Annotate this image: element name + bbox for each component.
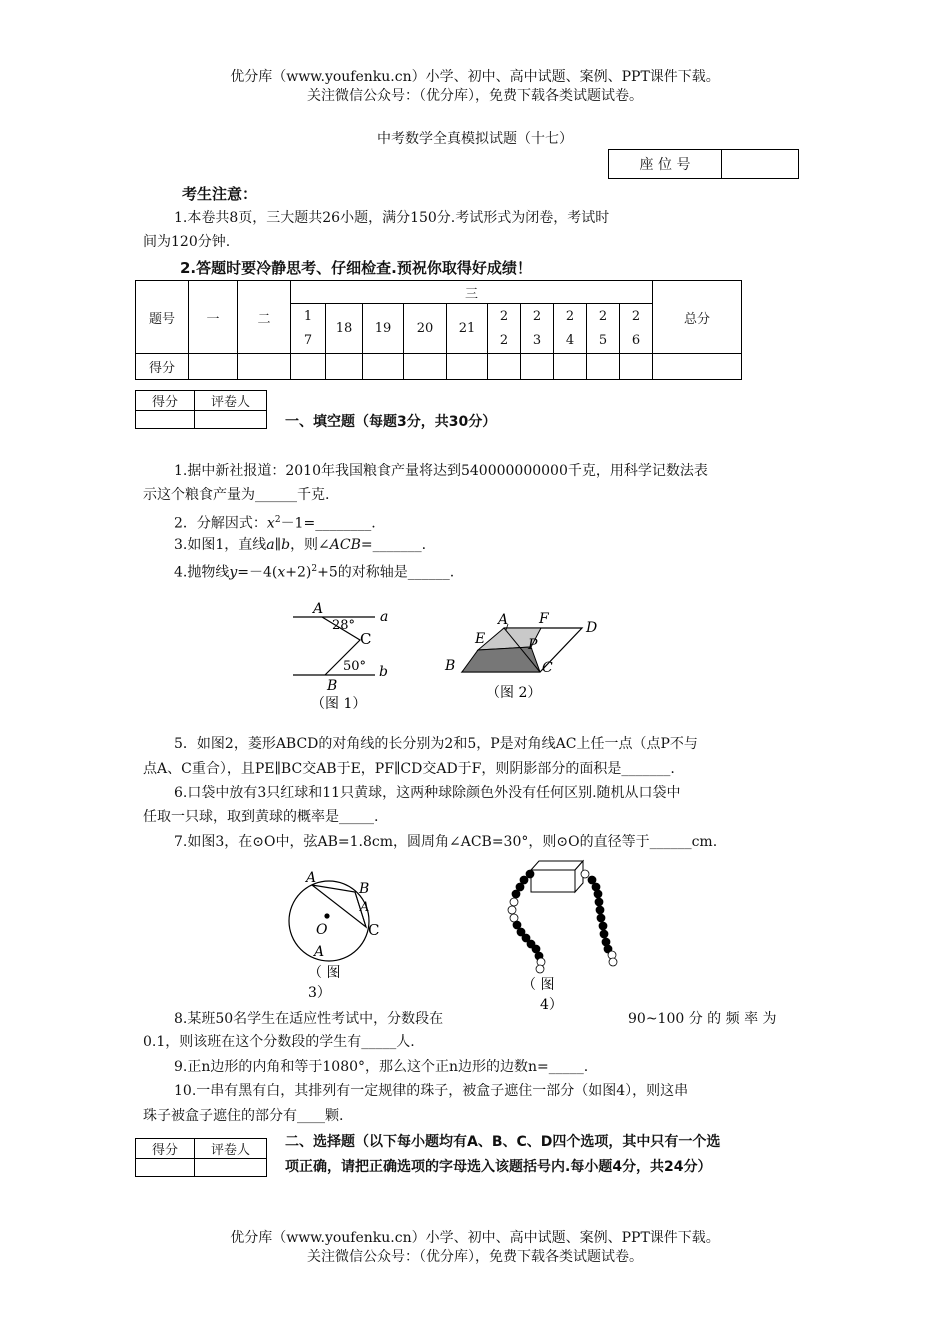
score-table-q23: 2 3 bbox=[521, 304, 554, 354]
score-table-q25: 2 5 bbox=[587, 304, 620, 354]
q4: 4.抛物线$y=-4(x+2)^2+5$的对称轴是______. bbox=[174, 564, 455, 581]
score-table-q20: 20 bbox=[404, 304, 447, 354]
box bbox=[531, 861, 583, 892]
label-A-3: A bbox=[314, 944, 325, 960]
black-bead bbox=[595, 898, 603, 906]
score-cell[interactable] bbox=[620, 354, 653, 380]
white-bead bbox=[609, 958, 617, 966]
figure-1-caption: （图 1） bbox=[311, 696, 367, 712]
label-A: A bbox=[306, 870, 317, 886]
seat-label: 座 位 号 bbox=[609, 150, 722, 179]
score-table-q17: 1 7 bbox=[291, 304, 326, 354]
figure-4-caption-2: 4） bbox=[540, 997, 563, 1013]
grader-name-cell[interactable] bbox=[195, 411, 267, 429]
q5-line-b: 点A、C重合），且PE∥BC交AB于E，PF∥CD交AD于F，则阴影部分的面积是_______. bbox=[143, 761, 675, 777]
grader-score-label: 得分 bbox=[136, 1139, 195, 1159]
score-table-q18: 18 bbox=[326, 304, 363, 354]
label-A-2: A bbox=[360, 900, 370, 915]
seat-number-box bbox=[608, 149, 799, 179]
label-B: B bbox=[327, 678, 338, 694]
score-cell[interactable] bbox=[653, 354, 742, 380]
black-bead bbox=[597, 914, 605, 922]
q10-line-a: 10.一串有黑有白，其排列有一定规律的珠子，被盒子遮住一部分（如图4），则这串 bbox=[174, 1083, 689, 1099]
score-table-q24: 2 4 bbox=[554, 304, 587, 354]
score-cell[interactable] bbox=[488, 354, 521, 380]
figure-1 bbox=[285, 598, 400, 713]
score-table-col-3: 三 bbox=[291, 281, 653, 304]
q9: 9.正n边形的内角和等于1080°，那么这个正n边形的边数n=_____. bbox=[174, 1059, 589, 1075]
grader-label: 评卷人 bbox=[195, 1139, 267, 1159]
grader-name-cell[interactable] bbox=[195, 1159, 267, 1177]
score-table-q19: 19 bbox=[363, 304, 404, 354]
score-table-q21: 21 bbox=[447, 304, 488, 354]
label-A: A bbox=[498, 612, 509, 628]
score-table-q26: 2 6 bbox=[620, 304, 653, 354]
notice-item-1a: 1.本卷共8页，三大题共26小题，满分150分.考试形式为闭卷，考试时 bbox=[174, 210, 610, 226]
q1-line-a: 1.据中新社报道：2010年我国粮食产量将达到540000000000千克，用科学记数法表 bbox=[174, 463, 708, 479]
grader-label: 评卷人 bbox=[195, 391, 267, 411]
black-bead bbox=[594, 890, 602, 898]
score-cell[interactable] bbox=[447, 354, 488, 380]
header-line-2: 关注微信公众号：（优分库），免费下载各类试题试卷。 bbox=[307, 88, 643, 104]
label-F: F bbox=[539, 611, 549, 627]
label-P: P bbox=[528, 637, 538, 653]
q1-line-b: 示这个粮食产量为______千克. bbox=[143, 487, 330, 503]
label-C: C bbox=[542, 660, 553, 676]
label-O: O bbox=[316, 922, 328, 938]
white-bead bbox=[510, 898, 518, 906]
circle-O bbox=[289, 881, 369, 961]
white-bead bbox=[581, 870, 589, 878]
score-cell[interactable] bbox=[404, 354, 447, 380]
label-b: b bbox=[379, 664, 388, 680]
page-title: 中考数学全真模拟试题（十七） bbox=[377, 131, 573, 147]
label-a: a bbox=[380, 609, 389, 625]
figure-4 bbox=[500, 852, 630, 1013]
grader-score-cell[interactable] bbox=[136, 1159, 195, 1177]
figure-3-caption-2: 3） bbox=[308, 985, 331, 1001]
q7: 7.如图3，在⊙O中，弦AB=1.8cm，圆周角∠ACB=30°，则⊙O的直径等于______cm. bbox=[174, 834, 718, 850]
notice-heading: 考生注意： bbox=[182, 185, 258, 203]
grader-box-2 bbox=[135, 1138, 267, 1177]
label-B: B bbox=[359, 881, 370, 897]
grader-box-1 bbox=[135, 390, 267, 429]
section-2-title-line-1: 二、选择题（以下每小题均有A、B、C、D四个选项，其中只有一个选 bbox=[285, 1134, 721, 1150]
grader-score-label: 得分 bbox=[136, 391, 195, 411]
q6-line-a: 6.口袋中放有3只红球和11只黄球，这两种球除颜色外没有任何区别.随机从口袋中 bbox=[174, 785, 681, 801]
score-table-col-1: 一 bbox=[189, 281, 238, 354]
label-C: C bbox=[360, 630, 372, 648]
black-bead bbox=[526, 870, 534, 878]
footer-line-1: 优分库（www.youfenku.cn）小学、初中、高中试题、案例、PPT课件下载。 bbox=[230, 1230, 720, 1246]
black-bead bbox=[600, 930, 608, 938]
section-2-title-line-2: 项正确，请把正确选项的字母选入该题括号内.每小题4分，共24分） bbox=[285, 1159, 712, 1175]
grader-score-cell[interactable] bbox=[136, 411, 195, 429]
section-1-title: 一、填空题（每题3分，共30分） bbox=[285, 414, 497, 430]
score-cell[interactable] bbox=[521, 354, 554, 380]
q6-line-b: 任取一只球，取到黄球的概率是_____. bbox=[143, 809, 379, 825]
score-table bbox=[135, 280, 742, 380]
figure-3-caption-1: （ 图 bbox=[308, 965, 341, 981]
triangle-ABC bbox=[312, 885, 366, 927]
q3: 3.如图1，直线a∥b，则∠ACB=_______. bbox=[174, 537, 427, 553]
q8-line-a-right: 90~100 分 的 频 率 为 bbox=[628, 1011, 777, 1027]
label-A: A bbox=[313, 601, 324, 617]
figure-2-caption: （图 2） bbox=[486, 685, 542, 701]
score-cell[interactable] bbox=[238, 354, 291, 380]
score-cell[interactable] bbox=[189, 354, 238, 380]
q8-line-a-left: 8.某班50名学生在适应性考试中，分数段在 bbox=[174, 1011, 444, 1027]
white-bead bbox=[536, 965, 544, 973]
score-table-total: 总分 bbox=[653, 281, 742, 354]
label-E: E bbox=[475, 631, 486, 647]
notice-item-1b: 间为120分钟. bbox=[143, 234, 231, 250]
score-cell[interactable] bbox=[326, 354, 363, 380]
figure-2 bbox=[442, 606, 602, 706]
beads-right bbox=[581, 870, 617, 966]
score-table-defen: 得分 bbox=[136, 354, 189, 380]
q10-line-b: 珠子被盒子遮住的部分有____颗. bbox=[143, 1108, 344, 1124]
notice-item-2: 2.答题时要冷静思考、仔细检查.预祝你取得好成绩！ bbox=[180, 259, 532, 277]
seat-value[interactable] bbox=[722, 150, 799, 179]
score-table-col-2: 二 bbox=[238, 281, 291, 354]
black-bead bbox=[596, 906, 604, 914]
label-B: B bbox=[445, 658, 456, 674]
score-cell[interactable] bbox=[363, 354, 404, 380]
center-point bbox=[324, 913, 329, 918]
q2: 2．分解因式：$x^2-1=\_\_\_\_\_\_\_\_$. bbox=[174, 515, 376, 532]
black-bead bbox=[512, 890, 520, 898]
black-bead bbox=[599, 922, 607, 930]
label-C: C bbox=[368, 921, 380, 939]
score-cell[interactable] bbox=[291, 354, 326, 380]
score-table-tihao: 题号 bbox=[136, 281, 189, 354]
figure-4-caption-1: （ 图 bbox=[522, 977, 555, 993]
header-line-1: 优分库（www.youfenku.cn）小学、初中、高中试题、案例、PPT课件下载。 bbox=[230, 69, 720, 85]
white-bead bbox=[508, 906, 516, 914]
q5-line-a: 5．如图2，菱形ABCD的对角线的长分别为2和5，P是对角线AC上任一点（点P不与 bbox=[174, 736, 698, 752]
label-D: D bbox=[586, 620, 598, 636]
footer-line-2: 关注微信公众号：（优分库），免费下载各类试题试卷。 bbox=[307, 1249, 643, 1265]
score-cell[interactable] bbox=[587, 354, 620, 380]
angle-50: 50° bbox=[343, 659, 367, 674]
figure-3 bbox=[282, 866, 392, 1008]
score-table-q22: 2 2 bbox=[488, 304, 521, 354]
score-cell[interactable] bbox=[554, 354, 587, 380]
q8-line-b: 0.1，则该班在这个分数段的学生有_____人. bbox=[143, 1034, 415, 1050]
angle-28: 28° bbox=[332, 618, 356, 633]
